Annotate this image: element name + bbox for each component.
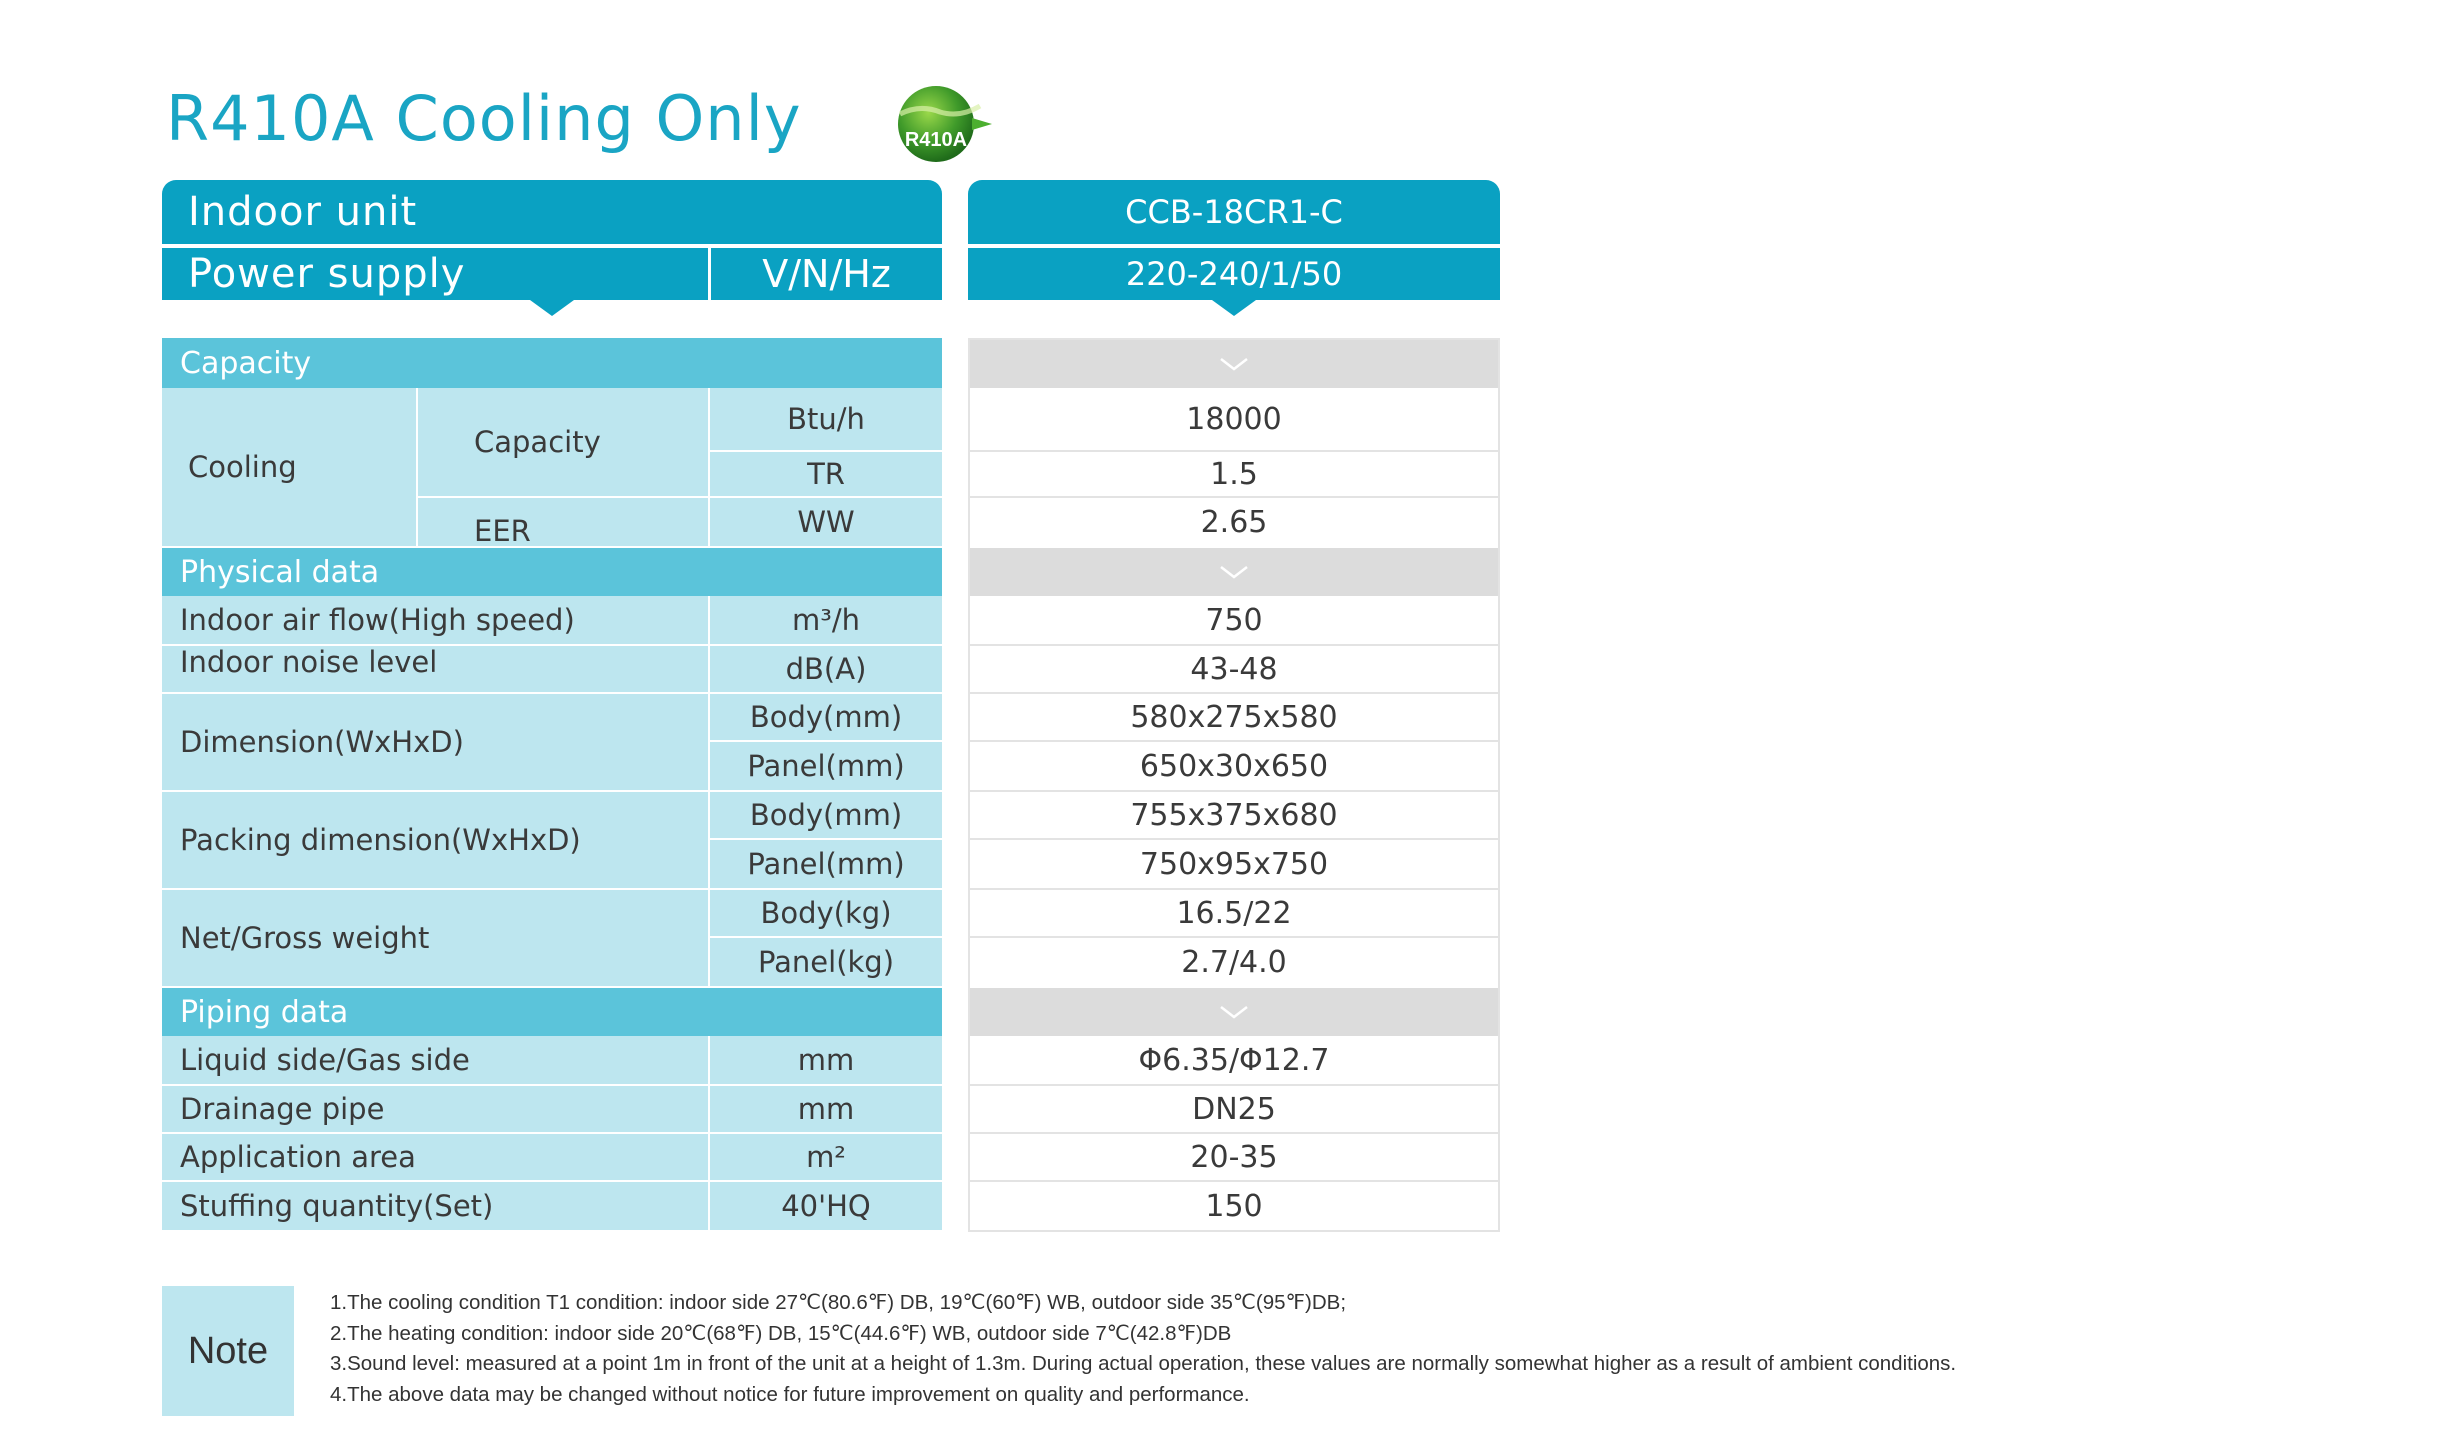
- value-pack-panel: 750x95x750: [1139, 846, 1329, 882]
- chevron-down-icon: [1219, 1005, 1249, 1019]
- indoor-unit-header: [162, 180, 942, 244]
- liquid-unit: mm: [710, 1036, 942, 1084]
- value-eer: 2.65: [1200, 504, 1268, 540]
- model-name: CCB-18CR1-C: [1125, 193, 1343, 231]
- power-supply-header: [162, 248, 708, 300]
- value-cap-btuh: 18000: [1186, 401, 1282, 437]
- value-area: 20-35: [1190, 1139, 1278, 1175]
- weight-panel-unit: Panel(kg): [710, 938, 942, 986]
- svg-text:R410A: R410A: [904, 129, 968, 151]
- area-unit: m²: [710, 1134, 942, 1180]
- value-weight-panel: 2.7/4.0: [1181, 944, 1287, 980]
- note-label: Note: [162, 1286, 294, 1416]
- ww-unit: WW: [710, 498, 942, 546]
- noise-label: Indoor noise level: [162, 646, 708, 692]
- chevron-down-icon: [1219, 357, 1249, 371]
- value-dim-panel: 650x30x650: [1139, 748, 1329, 784]
- stuff-unit: 40'HQ: [710, 1182, 942, 1230]
- capacity-gray-bar: [970, 340, 1498, 388]
- btuh-unit: Btu/h: [710, 388, 942, 450]
- value-cap-tr: 1.5: [1210, 456, 1258, 492]
- eer-label: EER: [418, 498, 708, 546]
- value-pack-body: 755x375x680: [1130, 797, 1338, 833]
- stuff-label: Stuffing quantity(Set): [162, 1182, 708, 1230]
- packing-body-unit: Body(mm): [710, 792, 942, 838]
- power-unit-label: V/N/Hz: [762, 252, 891, 296]
- power-value: 220-240/1/50: [1125, 255, 1343, 293]
- value-noise: 43-48: [1190, 651, 1278, 687]
- note-line: 3.Sound level: measured at a point 1m in front of the unit at a height of 1.3m. During actual operation, these values are normally somewhat higher as a result of ambient conditions.: [330, 1352, 1957, 1375]
- area-label: Application area: [162, 1134, 708, 1180]
- value-airflow: 750: [1205, 602, 1263, 638]
- chevron-down-icon: [1212, 300, 1256, 316]
- packing-label: Packing dimension(WxHxD): [162, 792, 708, 888]
- cooling-label: Cooling: [162, 388, 416, 546]
- airflow-unit: m³/h: [710, 596, 942, 644]
- section-capacity: Capacity: [162, 338, 942, 388]
- chevron-down-icon: [1219, 565, 1249, 579]
- packing-panel-unit: Panel(mm): [710, 840, 942, 888]
- tr-unit: TR: [710, 452, 942, 496]
- section-physical: Physical data: [162, 548, 942, 596]
- piping-gray-bar: [970, 988, 1498, 1036]
- note-line: 2.The heating condition: indoor side 20℃(68℉) DB, 15℃(44.6℉) WB, outdoor side 7℃(42.8℉)DB: [330, 1321, 1232, 1345]
- dimension-panel-unit: Panel(mm): [710, 742, 942, 790]
- power-unit-header: [711, 248, 942, 300]
- physical-gray-bar: [970, 548, 1498, 596]
- value-weight-body: 16.5/22: [1176, 895, 1292, 931]
- value-drain: DN25: [1192, 1091, 1276, 1127]
- chevron-down-icon: [530, 300, 574, 316]
- weight-body-unit: Body(kg): [710, 890, 942, 936]
- liquid-label: Liquid side/Gas side: [162, 1036, 708, 1084]
- drain-label: Drainage pipe: [162, 1086, 708, 1132]
- power-supply-label: Power supply: [188, 251, 466, 297]
- power-value-header: [968, 248, 1500, 300]
- capacity-label: Capacity: [418, 388, 708, 496]
- value-liquid: Φ6.35/Φ12.7: [1138, 1042, 1330, 1078]
- indoor-unit-label: Indoor unit: [188, 189, 418, 235]
- drain-unit: mm: [710, 1086, 942, 1132]
- note-line: 4.The above data may be changed without notice for future improvement on quality and performance.: [330, 1382, 1250, 1406]
- dimension-body-unit: Body(mm): [710, 694, 942, 740]
- weight-label: Net/Gross weight: [162, 890, 708, 986]
- notes-list: [330, 1288, 1956, 1410]
- airflow-label: Indoor air flow(High speed): [162, 596, 708, 644]
- section-piping: Piping data: [162, 988, 942, 1036]
- noise-unit: dB(A): [710, 646, 942, 692]
- page-title: R410A Cooling Only: [166, 82, 802, 155]
- note-line: 1.The cooling condition T1 condition: indoor side 27℃(80.6℉) DB, 19℃(60℉) WB, outdoor side 35℃(95℉)DB;: [330, 1291, 1347, 1314]
- dimension-label: Dimension(WxHxD): [162, 694, 708, 790]
- r410a-logo-icon: [880, 84, 996, 164]
- value-dim-body: 580x275x580: [1130, 699, 1338, 735]
- model-header: [968, 180, 1500, 244]
- value-stuff: 150: [1205, 1188, 1263, 1224]
